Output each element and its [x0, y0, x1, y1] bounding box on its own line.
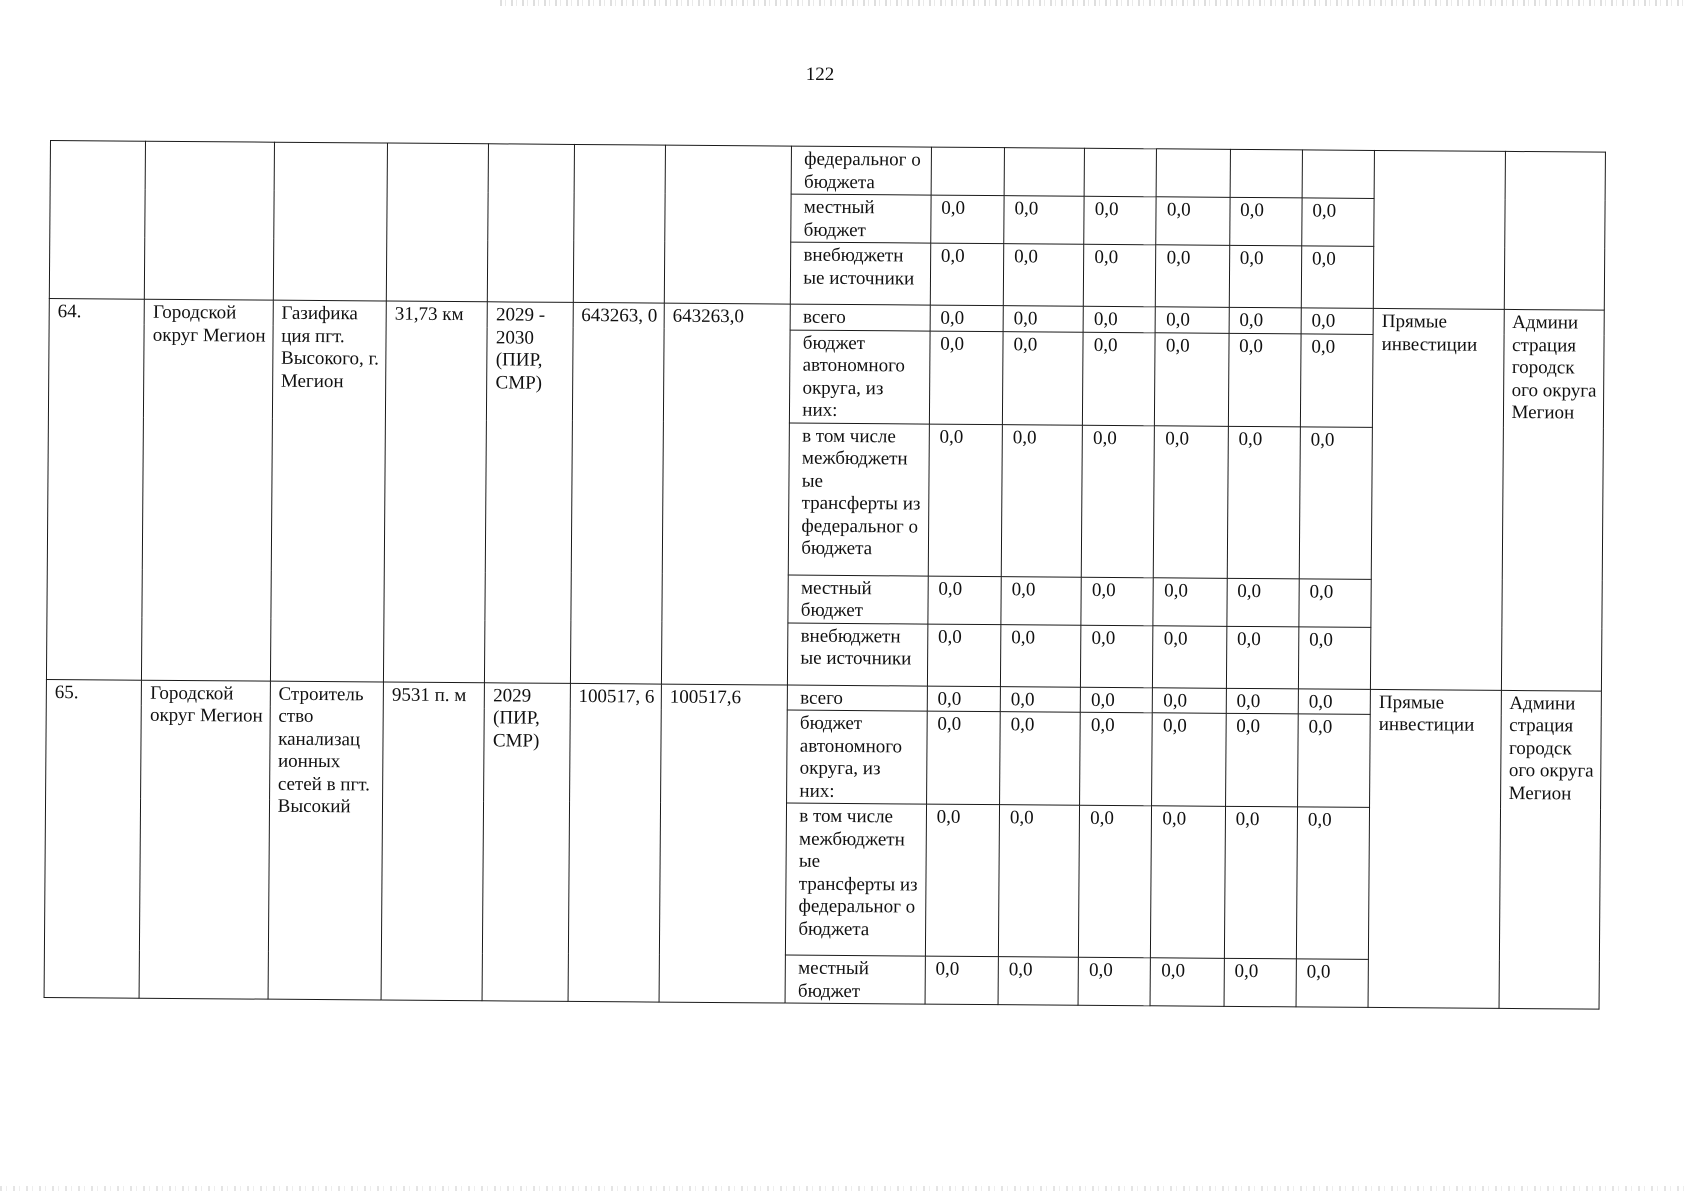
capacity-cell — [386, 143, 488, 302]
year-value: 0,0 — [927, 686, 1000, 712]
year-value: 0,0 — [1078, 957, 1151, 1006]
year-value: 0,0 — [1000, 686, 1080, 712]
year-value: 0,0 — [1003, 244, 1084, 307]
year-value: 0,0 — [1079, 805, 1152, 958]
year-value: 0,0 — [1156, 245, 1230, 308]
estimated-cost: 643263, 0 — [570, 302, 664, 683]
investment-form: Прямые инвестиции — [1371, 308, 1504, 689]
year-value: 0,0 — [1083, 332, 1156, 426]
year-value: 0,0 — [1000, 712, 1081, 806]
investment-table — [44, 140, 1606, 1010]
table-body — [44, 141, 1605, 1010]
source-label: всего — [788, 685, 928, 712]
year-value: 0,0 — [1302, 198, 1375, 247]
table-row — [50, 141, 1605, 201]
year-value: 0,0 — [1081, 625, 1154, 688]
year-value: 0,0 — [1298, 626, 1371, 689]
year-value: 0,0 — [1004, 196, 1085, 245]
estimated-cost-cell — [573, 144, 665, 303]
year-value: 0,0 — [929, 331, 1003, 425]
year-value — [1302, 150, 1375, 199]
year-value: 0,0 — [1155, 332, 1229, 426]
capacity: 9531 п. м — [381, 682, 485, 1001]
year-value: 0,0 — [1151, 958, 1225, 1007]
year-value: 0,0 — [1153, 577, 1227, 626]
year-value: 0,0 — [1301, 308, 1373, 334]
year-value: 0,0 — [1228, 333, 1301, 427]
year-value: 0,0 — [928, 576, 1002, 625]
object-name-cell — [273, 142, 388, 301]
page-number: 122 — [805, 64, 835, 85]
source-label: федеральног о бюджета — [791, 146, 931, 195]
municipality: Городской округ Мегион — [139, 680, 270, 999]
year-value: 0,0 — [1154, 425, 1228, 578]
scan-artifact-top — [500, 0, 1686, 6]
year-value: 0,0 — [1002, 331, 1083, 425]
year-value: 0,0 — [1296, 807, 1369, 960]
year-value: 0,0 — [1080, 712, 1153, 806]
year-value — [1084, 148, 1157, 197]
source-label: всего — [790, 304, 930, 331]
year-value: 0,0 — [930, 243, 1004, 306]
municipality: Городской округ Мегион — [142, 299, 273, 680]
investment-form: Прямые инвестиции — [1368, 689, 1501, 1008]
year-value: 0,0 — [1153, 625, 1227, 688]
remaining-cost: 643263,0 — [661, 303, 790, 684]
year-value: 0,0 — [1083, 306, 1155, 332]
object-number: 64. — [46, 298, 144, 679]
period: 2029 (ПИР, СМР) — [482, 682, 570, 1001]
year-value: 0,0 — [1003, 306, 1083, 332]
year-value: 0,0 — [925, 956, 999, 1005]
year-value: 0,0 — [1229, 307, 1301, 333]
estimated-cost: 100517, 6 — [568, 683, 662, 1002]
year-value — [1230, 149, 1303, 198]
object-number: 65. — [44, 679, 142, 998]
responsible-organization: Админи страция городск ого округа Мегион — [1499, 690, 1602, 1009]
source-label: местный бюджет — [788, 575, 928, 624]
municipality-cell — [145, 141, 275, 300]
year-value: 0,0 — [1226, 688, 1298, 714]
year-value: 0,0 — [1225, 713, 1298, 807]
year-value: 0,0 — [1153, 687, 1226, 713]
year-value: 0,0 — [925, 804, 999, 957]
year-value: 0,0 — [1227, 426, 1300, 579]
year-value: 0,0 — [1224, 958, 1297, 1007]
remaining-cost-cell — [664, 145, 792, 304]
investment-form-cell — [1373, 150, 1505, 309]
year-value: 0,0 — [1299, 426, 1372, 579]
year-value: 0,0 — [1227, 578, 1300, 627]
source-label: внебюджетн ые источники — [791, 242, 931, 305]
scan-artifact-bottom — [0, 1186, 1686, 1191]
year-value: 0,0 — [1229, 245, 1302, 308]
year-value: 0,0 — [1001, 576, 1082, 625]
source-label: бюджет автономного округа, из них: — [787, 710, 927, 804]
object-name: Газифика ция пгт. Высокого, г. Мегион — [270, 300, 386, 681]
year-value — [1004, 148, 1085, 197]
year-value: 0,0 — [927, 624, 1001, 687]
year-value: 0,0 — [928, 424, 1002, 577]
year-value: 0,0 — [1156, 307, 1229, 333]
source-label: внебюджетн ые источники — [788, 623, 928, 686]
year-value — [1157, 149, 1231, 198]
year-value — [931, 147, 1005, 196]
year-value: 0,0 — [1080, 687, 1152, 713]
document-sheet — [44, 140, 1606, 1010]
year-value: 0,0 — [1299, 578, 1372, 627]
year-value: 0,0 — [1001, 424, 1082, 577]
remaining-cost: 100517,6 — [659, 684, 788, 1003]
year-value: 0,0 — [1226, 626, 1299, 689]
capacity: 31,73 км — [384, 301, 488, 682]
source-label: местный бюджет — [785, 955, 925, 1004]
year-value: 0,0 — [998, 957, 1079, 1006]
year-value: 0,0 — [1156, 197, 1230, 246]
year-value: 0,0 — [1082, 425, 1155, 578]
year-value: 0,0 — [930, 305, 1003, 331]
source-label: в том числе межбюджетн ые трансферты из федеральног о бюджета — [786, 803, 927, 956]
source-label: местный бюджет — [791, 194, 931, 243]
year-value: 0,0 — [1301, 246, 1374, 309]
responsible-cell — [1504, 151, 1606, 310]
year-value: 0,0 — [931, 195, 1005, 244]
year-value: 0,0 — [998, 805, 1079, 958]
year-value: 0,0 — [1224, 806, 1297, 959]
period-cell — [488, 144, 574, 303]
year-value: 0,0 — [1000, 624, 1081, 687]
source-label: в том числе межбюджетн ые трансферты из федеральног о бюджета — [789, 423, 930, 576]
year-value: 0,0 — [1084, 196, 1157, 245]
year-value: 0,0 — [926, 711, 1000, 805]
year-value: 0,0 — [1229, 197, 1302, 246]
year-value: 0,0 — [1296, 959, 1369, 1008]
year-value: 0,0 — [1152, 713, 1226, 807]
number-cell — [49, 141, 145, 300]
object-name: Строитель ство канализац ионных сетей в пгт. Высокий — [268, 681, 384, 1000]
period: 2029 - 2030 (ПИР, СМР) — [485, 302, 573, 683]
year-value: 0,0 — [1300, 333, 1373, 427]
year-value: 0,0 — [1298, 688, 1370, 714]
responsible-organization: Админи страция городск ого округа Мегион — [1501, 309, 1604, 690]
source-label: бюджет автономного округа, из них: — [790, 330, 930, 424]
year-value: 0,0 — [1081, 577, 1154, 626]
year-value: 0,0 — [1084, 244, 1157, 307]
year-value: 0,0 — [1297, 714, 1370, 808]
year-value: 0,0 — [1151, 806, 1225, 959]
